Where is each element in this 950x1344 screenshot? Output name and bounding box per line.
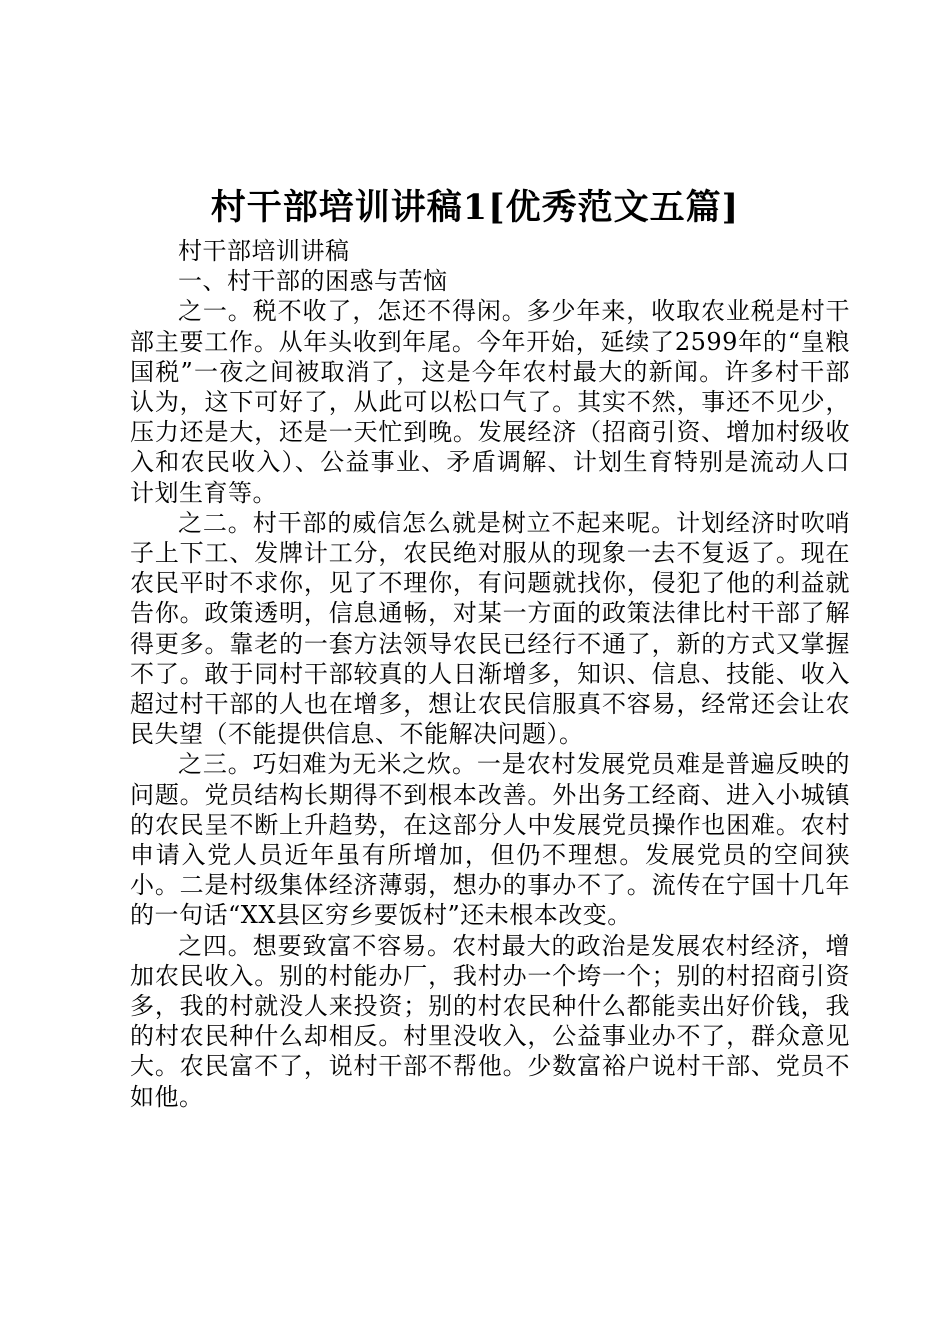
paragraph-point-two: 之二。村干部的威信怎么就是树立不起来呢。计划经济时吹哨子上下工、发牌计工分，农民绝对服从的现象一去不复返了。现在农民平时不求你，见了不理你，有问题就找你，侵犯了他的利益就告你。政策透明，信息通畅，对某一方面的政策法律比村干部了解得更多。靠老的一套方法领导农民已经行不通了，新的方式又掌握不了。敢于同村干部较真的人日渐增多，知识、信息、技能、收入超过村干部的人也在增多，想让农民信服真不容易，经常还会让农民失望（不能提供信息、不能解决问题）。 [130, 508, 850, 749]
paragraph-point-four: 之四。想要致富不容易。农村最大的政治是发展农村经济，增加农民收入。别的村能办厂，我村办一个垮一个；别的村招商引资多，我的村就没人来投资；别的村农民种什么都能卖出好价钱，我的村农民种什么却相反。村里没收入，公益事业办不了，群众意见大。农民富不了，说村干部不帮他。少数富裕户说村干部、党员不如他。 [130, 931, 850, 1111]
paragraph-point-one: 之一。税不收了，怎还不得闲。多少年来，收取农业税是村干部主要工作。从年头收到年尾。今年开始，延续了2599年的“皇粮国税”一夜之间被取消了，这是今年农村最大的新闻。许多村干部认为，这下可好了，从此可以松口气了。其实不然，事还不见少，压力还是大，还是一天忙到晚。发展经济（招商引资、增加村级收入和农民收入）、公益事业、矛盾调解、计划生育特别是流动人口计划生育等。 [130, 297, 850, 507]
document-title: 村干部培训讲稿1[优秀范文五篇] [210, 187, 740, 228]
paragraph-section-heading: 一、村干部的困惑与苦恼 [178, 267, 448, 296]
paragraph-subtitle: 村干部培训讲稿 [178, 237, 350, 265]
paragraph-point-three: 之三。巧妇难为无米之炊。一是农村发展党员难是普遍反映的问题。党员结构长期得不到根本改善。外出务工经商、进入小城镇的农民呈不断上升趋势，在这部分人中发展党员操作也困难。农村申请入党人员近年虽有所增加，但仍不理想。发展党员的空间狭小。二是村级集体经济薄弱，想办的事办不了。流传在宁国十几年的一句话“XX县区穷乡要饭村”还未根本改变。 [130, 750, 850, 930]
document-body [130, 236, 850, 1112]
